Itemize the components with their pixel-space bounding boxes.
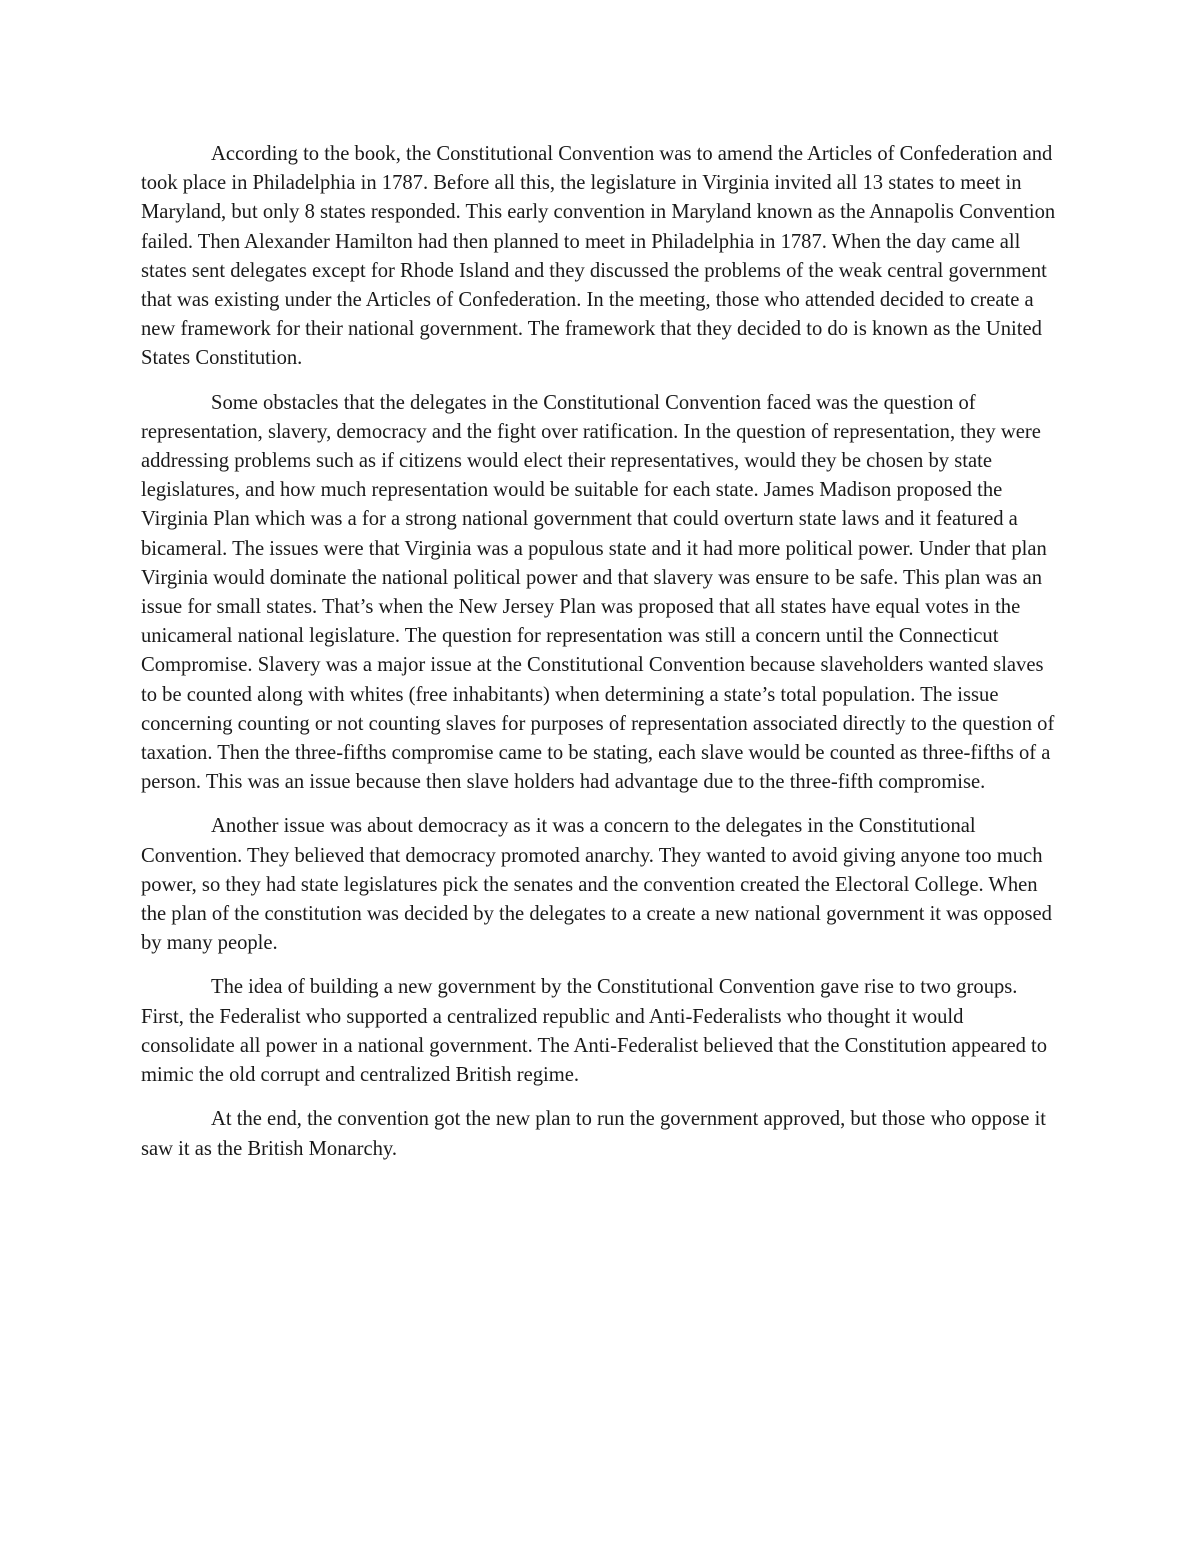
paragraph-3: Another issue was about democracy as it was a concern to the delegates in the Constitutional Convention. They believed that democracy promoted anarchy. They wanted to avoid giving anyone too much power, so they had state legislatures pick the senates and the convention created the Electoral College. When the plan of the constitution was decided by the delegates to a create a new national government it was opposed by many people. xyxy=(141,815,1052,955)
paragraph-1: According to the book, the Constitutional Convention was to amend the Articles of Confederation and took place in Philadelphia in 1787. Before all this, the legislature in Virginia invited all 13 states to meet in Maryland, but only 8 states responded. This early convention in Maryland known as the Annapolis Convention failed. Then Alexander Hamilton had then planned to meet in Philadelphia in 1787. When the day came all states sent delegates except for Rhode Island and they discussed the problems of the weak central government that was existing under the Articles of Confederation. In the meeting, those who attended decided to create a new framework for their national government. The framework that they decided to do is known as the United States Constitution. xyxy=(141,143,1056,370)
essay-body xyxy=(141,140,1059,1179)
paragraph-5: At the end, the convention got the new plan to run the government approved, but those who oppose it saw it as the British Monarchy. xyxy=(141,1108,1047,1160)
paragraph-2: Some obstacles that the delegates in the Constitutional Convention faced was the question of representation, slavery, democracy and the fight over ratification. In the question of representation, they were addressing problems such as if citizens would elect their representatives, would they be chosen by state legislatures, and how much representation would be suitable for each state. James Madison proposed the Virginia Plan which was a for a strong national government that could overturn state laws and it featured a bicameral. The issues were that Virginia was a populous state and it had more political power. Under that plan Virginia would dominate the national political power and that slavery was ensure to be safe. This plan was an issue for small states. That’s when the New Jersey Plan was proposed that all states have equal votes in the unicameral national legislature. The question for representation was still a concern until the Connecticut Compromise. Slavery was a major issue at the Constitutional Convention because slaveholders wanted slaves to be counted along with whites (free inhabitants) when determining a state’s total population. The issue concerning counting or not counting slaves for purposes of representation associated directly to the question of taxation. Then the three-fifths compromise came to be stating, each slave would be counted as three-fifths of a person. This was an issue because then slave holders had advantage due to the three-fifth compromise. xyxy=(141,391,1055,794)
paragraph-4: The idea of building a new government by the Constitutional Convention gave rise to two groups. First, the Federalist who supported a centralized republic and Anti-Federalists who thought it would consolidate all power in a national government. The Anti-Federalist believed that the Constitution appeared to mimic the old corrupt and centralized British regime. xyxy=(141,976,1048,1087)
